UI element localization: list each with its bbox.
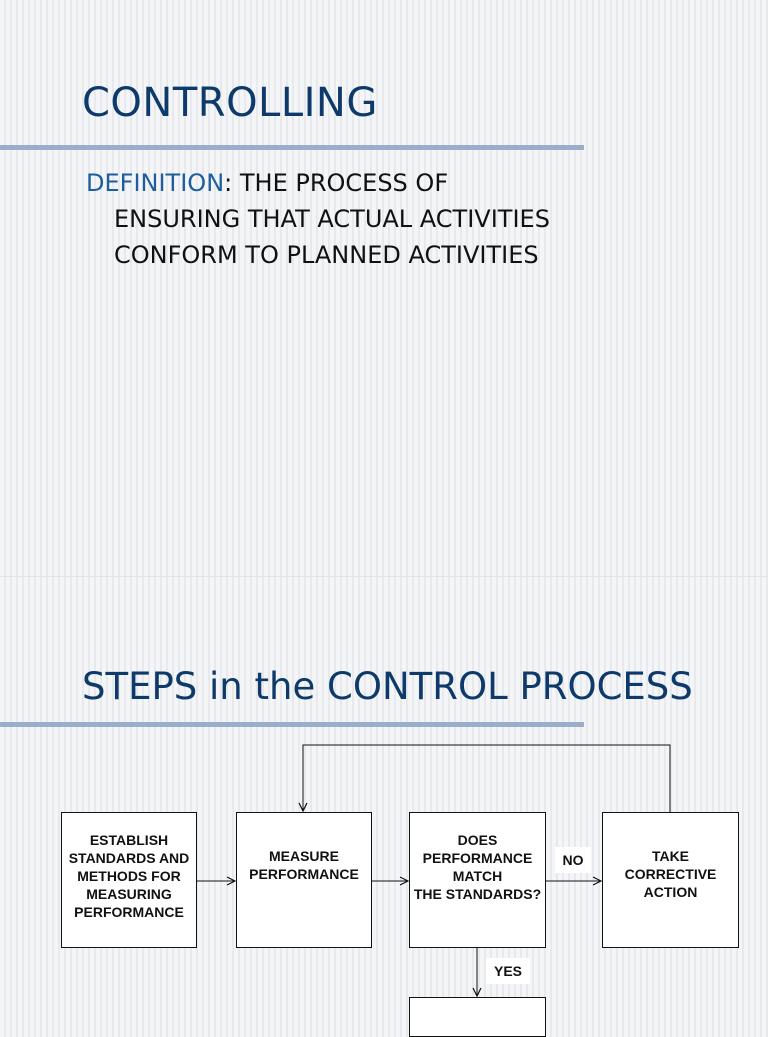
step-label-line: ESTABLISH bbox=[89, 832, 169, 848]
definition-line-1-text: THE PROCESS OF bbox=[232, 169, 449, 197]
step-label-line: TAKE bbox=[651, 848, 690, 864]
step-compare-standards bbox=[409, 812, 546, 948]
feedback-loop-arrow bbox=[303, 745, 670, 812]
step-measure-performance bbox=[236, 812, 372, 948]
slide-title: CONTROLLING bbox=[82, 80, 378, 126]
flowchart-connectors bbox=[0, 577, 768, 1025]
step-label-line: PERFORMANCE bbox=[422, 850, 533, 866]
definition-text bbox=[86, 165, 726, 273]
step-label-line: THE STANDARDS? bbox=[413, 886, 542, 902]
step-label-line: METHODS FOR bbox=[77, 868, 181, 884]
step-label-line: MATCH bbox=[452, 868, 503, 884]
step-next-partial bbox=[409, 997, 546, 1037]
step-label-line: CORRECTIVE bbox=[624, 866, 717, 882]
step-label-line: STANDARDS AND bbox=[68, 850, 190, 866]
definition-separator: : bbox=[224, 169, 233, 197]
step-label-line: MEASURING bbox=[86, 886, 172, 902]
step-label-line: MEASURE bbox=[268, 848, 339, 864]
definition-line-3: CONFORM TO PLANNED ACTIVITIES bbox=[114, 241, 539, 269]
step-label-line: PERFORMANCE bbox=[249, 866, 359, 882]
step-establish-standards bbox=[61, 812, 197, 948]
decision-no-label: NO bbox=[555, 847, 591, 873]
step-corrective-action bbox=[602, 812, 739, 948]
definition-line-1 bbox=[86, 165, 726, 201]
definition-line-2: ENSURING THAT ACTUAL ACTIVITIES bbox=[114, 205, 550, 233]
step-label-line: DOES bbox=[457, 832, 498, 848]
decision-yes-label: YES bbox=[486, 958, 530, 984]
slide-title: STEPS in the CONTROL PROCESS bbox=[82, 665, 693, 708]
step-label-line: ACTION bbox=[643, 884, 698, 900]
definition-term: DEFINITION bbox=[86, 169, 225, 197]
title-underline bbox=[0, 145, 584, 150]
step-label-line: PERFORMANCE bbox=[74, 904, 184, 920]
slide-control-process bbox=[0, 576, 768, 1025]
